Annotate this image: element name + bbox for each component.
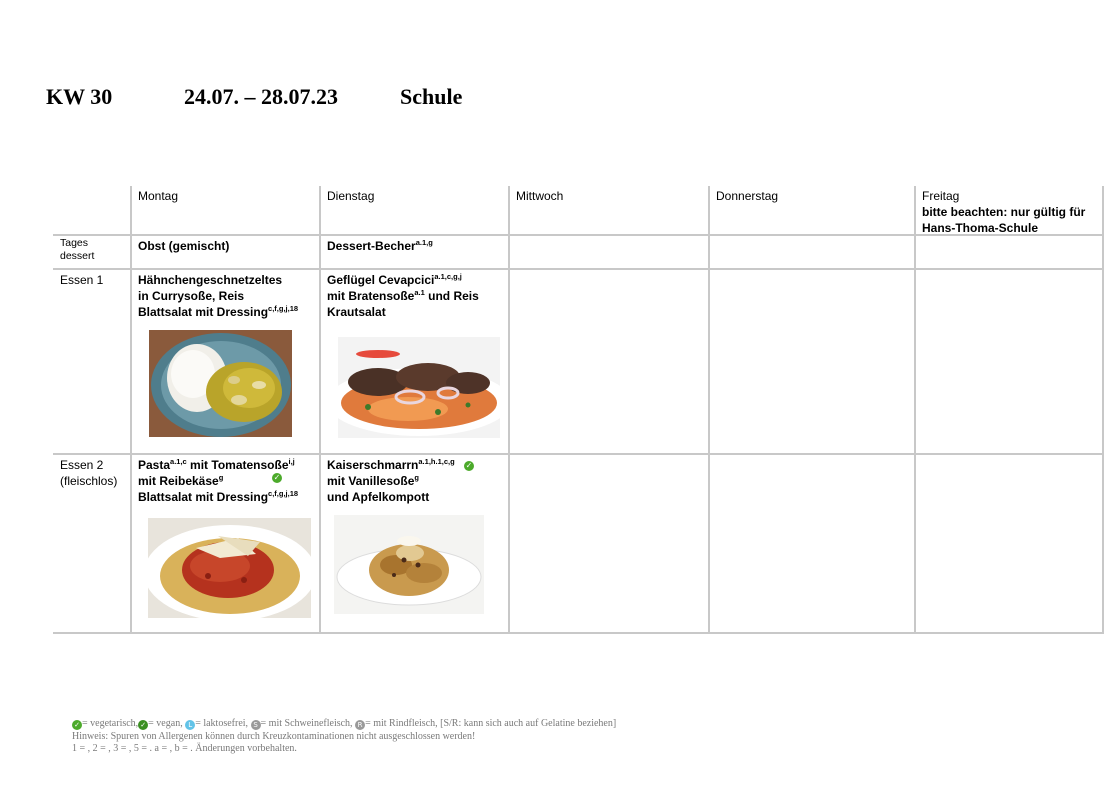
grid-line (53, 268, 1104, 270)
beef-r-icon: R (355, 720, 365, 730)
grid-line (914, 186, 916, 634)
pork-s-icon: S (251, 720, 261, 730)
day-header-tuesday: Dienstag (327, 189, 375, 203)
grid-line (1102, 186, 1104, 634)
vegetarian-leaf-icon: ✓ (72, 720, 82, 730)
location: Schule (400, 84, 463, 109)
additive-codes: 1 = , 2 = , 3 = , 5 = . a = , b = . Änderungen vorbehalten. (72, 743, 297, 754)
vegetarian-leaf-icon: ✓ (273, 473, 281, 482)
food-image-pasta (148, 518, 311, 618)
essen1-tuesday: Geflügel Cevapcici$^{a.1,c,g,j}$ mit Bratensoße$^{a.1}$ und Reis Krautsalat (327, 272, 479, 319)
grid-line (708, 186, 710, 634)
grid-line (319, 186, 321, 634)
legend-icons-line: ✓ = vegetarisch, ✓ = vegan, L = laktosefrei, S = mit Schweinefleisch, R = mit Rindfleisch, [S/R: kann sich auch auf Gelatine beziehen] (72, 718, 772, 731)
essen1-monday: Hähnchengeschnetzeltes in Currysoße, Reis Blattsalat mit Dressing$^{c,f,g,j,18}$ (138, 273, 299, 319)
lactose-free-l-icon: L (185, 720, 195, 730)
grid-line (508, 186, 510, 634)
day-header-friday: Freitag (922, 189, 960, 203)
grid-line (53, 632, 1104, 634)
day-header-wednesday: Mittwoch (516, 189, 564, 203)
food-image-cevapcici (338, 337, 500, 438)
grid-line (130, 186, 132, 634)
allergen-hint: Hinweis: Spuren von Allergenen können durch Kreuzkontaminationen nicht ausgeschlossen werden! (72, 730, 476, 742)
legend (72, 718, 772, 756)
friday-note: bitte beachten: nur gültig für Hans-Thoma-Schule (922, 205, 1086, 235)
vegan-leaf-icon: ✓ (138, 720, 148, 730)
grid-line (53, 453, 1104, 455)
food-image-kaiserschmarrn (334, 515, 484, 614)
vegetarian-leaf-icon: ✓ (465, 461, 473, 470)
date-range: 24.07. – 28.07.23 (184, 84, 338, 109)
week-number: KW 30 (46, 84, 113, 109)
day-header-thursday: Donnerstag (716, 189, 779, 203)
essen2-monday: Pasta$^{a.1,c}$ mit Tomatensoße$^{i,j}$ mit Reibekäse$^g$ Blattsalat mit Dressing$^{c,f,g,j,18}$ (138, 457, 299, 504)
food-image-curry (149, 330, 292, 437)
row-label-essen2: Essen 2 (fleischlos) (60, 458, 118, 488)
dessert-tuesday: Dessert-Becher$^{a.1,g}$ (327, 238, 433, 253)
essen2-tuesday: Kaiserschmarrn$^{a.1,h.1,c,g}$ mit Vanillesoße$^g$ und Apfelkompott (327, 457, 455, 504)
dessert-monday: Obst (gemischt) (138, 239, 230, 253)
day-header-monday: Montag (138, 189, 179, 203)
row-label-dessert: Tages dessert (60, 237, 95, 262)
row-label-essen1: Essen 1 (60, 273, 104, 287)
menu-table (53, 186, 1104, 634)
